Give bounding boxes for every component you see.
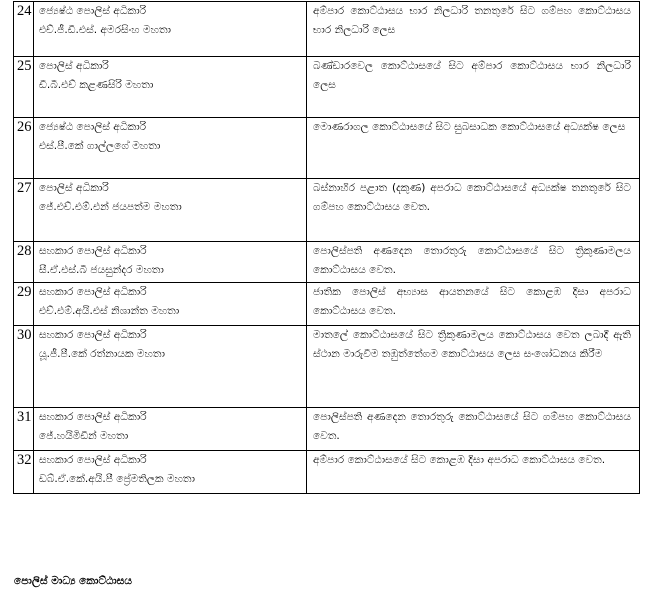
officer-cell — [34, 57, 307, 118]
officer-name: ඩබ්.ඒ.කේ.අයි.පී ප්‍රේමතිලක මහතා — [39, 473, 195, 485]
officer-cell — [34, 408, 307, 451]
officer-name: ඩී.බී.එච් කළණසිරි මහතා — [39, 79, 154, 91]
row-number: 30 — [14, 326, 34, 408]
officer-name: එච්.ජී.ඩී.එස්. අමරසිංහ මහතා — [39, 24, 172, 36]
officer-rank: ජ්‍යෙෂ්ඨ පොලිස් අධිකාරි — [39, 121, 147, 133]
table-row — [14, 242, 640, 283]
officer-cell — [34, 2, 307, 57]
officer-rank: පොලිස් අධිකාරි — [39, 60, 109, 72]
officer-name: එස්.පී.කේ ගාල්ලගේ මහතා — [39, 140, 161, 152]
transfer-details: බස්නාහිර පළාත (දකුණ) අපරාධ කොට්ඨාසයේ අධ්‍යක්ෂ තනතුරේ සිට ගම්පහ කොට්ඨාසය වෙත. — [307, 179, 640, 242]
row-number: 31 — [14, 408, 34, 451]
officer-rank: සහකාර පොලිස් අධිකාරි — [39, 286, 147, 298]
transfer-details: අම්පාර කොට්ඨාසයේ සිට කොළඹ දිසා අපරාධ කොට්ඨාසය වෙත. — [307, 451, 640, 494]
officer-rank: ජ්‍යෙෂ්ඨ පොලිස් අධිකාරි — [39, 5, 147, 17]
row-number: 26 — [14, 118, 34, 179]
table-row — [14, 408, 640, 451]
officer-rank: පොලිස් අධිකාරි — [39, 182, 109, 194]
transfer-details: පොලිස්පති අණදෙන තොරතුරු කොට්ඨාසයේ සිට ත්‍රිකුණාමලය කොට්ඨාසය වෙත. — [307, 242, 640, 283]
officer-rank: සහකාර පොලිස් අධිකාරි — [39, 454, 147, 466]
transfer-details: මොණරාගල කොට්ඨාසයේ සිට සුබසාධක කොට්ඨාසයේ අධ්‍යක්ෂ ලෙස — [307, 118, 640, 179]
transfer-details: මාතලේ කොට්ඨාසයේ සිට ත්‍රිකුණාමලය කොට්ඨාසය වෙත ලබාදී ඇති ස්ථාන මාරුවීම තඹුත්තේගම කොට්ඨාසය ලෙස සංශෝධනය කිරීම — [307, 326, 640, 408]
row-number: 28 — [14, 242, 34, 283]
officer-cell — [34, 451, 307, 494]
transfer-table — [13, 1, 640, 494]
officer-cell — [34, 326, 307, 408]
officer-cell — [34, 179, 307, 242]
officer-name: යූ.ජී.පී.කේ රත්නායක මහතා — [39, 348, 165, 360]
officer-cell — [34, 283, 307, 326]
table-row — [14, 57, 640, 118]
row-number: 29 — [14, 283, 34, 326]
table-row — [14, 118, 640, 179]
officer-name: එච්.එම්.අයි.එස් නිශාන්ත මහතා — [39, 305, 180, 317]
table-row — [14, 2, 640, 57]
row-number: 25 — [14, 57, 34, 118]
officer-cell — [34, 118, 307, 179]
table-row — [14, 326, 640, 408]
table-row — [14, 179, 640, 242]
transfer-details: බණ්ඩාරවෙල කොට්ඨාසයේ සිට අම්පාර කොට්ඨාසය භාර නිලධාරි ලෙස — [307, 57, 640, 118]
officer-cell — [34, 242, 307, 283]
transfer-details: ජාතික පොලිස් අභ්‍යාස ආයතනයේ සිට කොළඹ දිසා අපරාධ කොට්ඨාසය වෙත. — [307, 283, 640, 326]
officer-rank: සහකාර පොලිස් අධිකාරි — [39, 329, 147, 341]
row-number: 32 — [14, 451, 34, 494]
officer-rank: සහකාර පොලිස් අධිකාරි — [39, 245, 147, 257]
transfer-details: පොලිස්පති අණදෙන තොරතුරු කොට්ඨාසයේ සිට ගම්පහ කොට්ඨාසය වෙත. — [307, 408, 640, 451]
officer-name: සී.ඒ.එස්.බී ජයසුන්දර මහතා — [39, 264, 164, 276]
section-heading: පොලිස් මාධ්‍ය කොට්ඨාසය — [14, 575, 132, 587]
officer-rank: සහකාර පොලිස් අධිකාරි — [39, 411, 147, 423]
table-row — [14, 283, 640, 326]
officer-name: ජේ.එච්.එම්.එන් ජයපත්ම මහතා — [39, 201, 182, 213]
transfer-details: අම්පාර කොට්ඨාසය භාර නිලධාරි තනතුරේ සිට ගම්පහ කොට්ඨාසය භාර නිලධාරි ලෙස — [307, 2, 640, 57]
officer-name: ජේ.හයිමිඩීන් මහතා — [39, 430, 129, 442]
table-row — [14, 451, 640, 494]
row-number: 27 — [14, 179, 34, 242]
row-number: 24 — [14, 2, 34, 57]
